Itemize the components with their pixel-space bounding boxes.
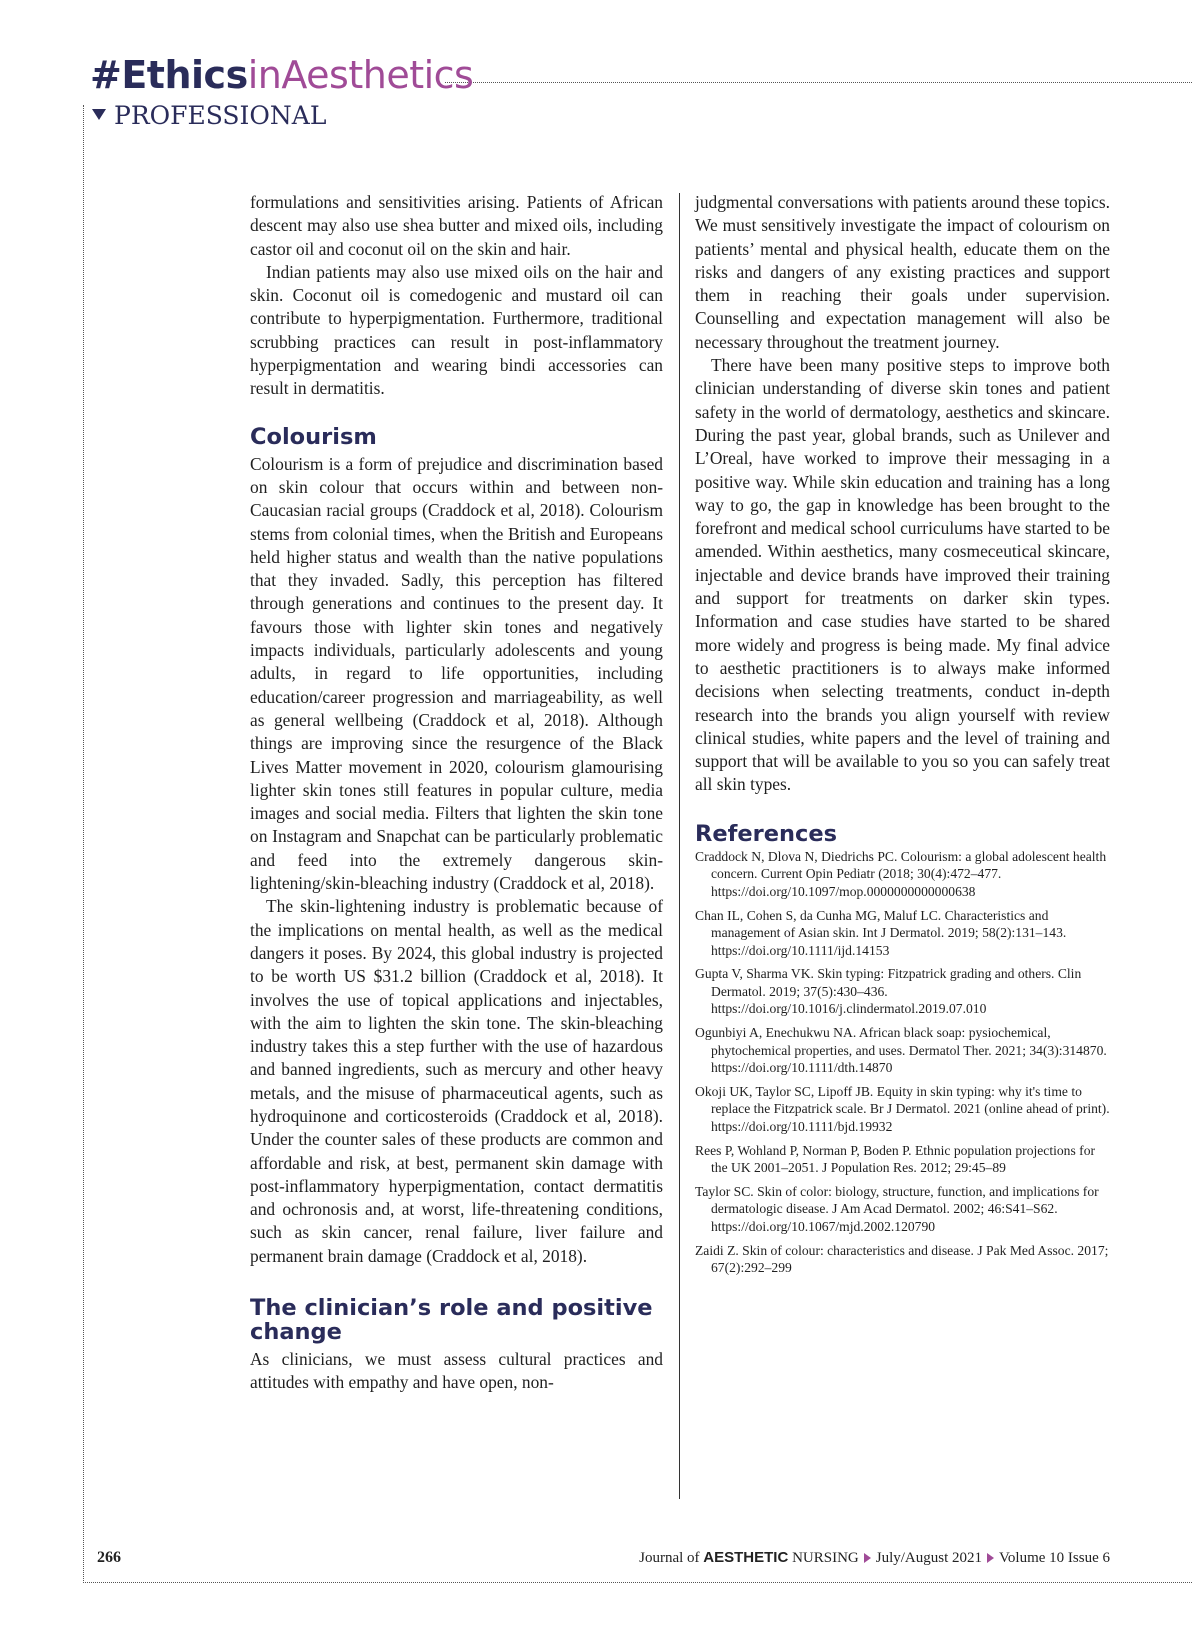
triangle-right-icon [987,1553,994,1563]
left-column [250,191,663,1395]
journal-name-suffix: NURSING [792,1550,859,1566]
brand-part-ethics: #Ethics [90,53,248,97]
clinician-heading: The clinician’s role and positive change [250,1295,653,1346]
paragraph: judgmental conversations with patients around these topics. We must sensitively investigate the impact of colourism on patients’ mental and physical health, educate them on the risks and dangers of any existing practices and support them in reaching their goals under supervision. Counselling and expectation management will also be necessary throughout the treatment journey. [695,192,1110,352]
journal-footer [639,1549,1110,1567]
section-label [92,103,326,128]
footer-rule [83,1582,1192,1583]
header-rule [445,82,1192,83]
reference-item: Zaidi Z. Skin of colour: characteristics and disease. J Pak Med Assoc. 2017; 67(2):292–299 [695,1242,1109,1276]
paragraph: The skin-lightening industry is problematic because of the implications on mental health, as well as the medical dangers it poses. By 2024, this global industry is projected to be worth US $31.2 billion (Craddock et al, 2018). It involves the use of topical applications and injectables, with the aim to lighten the skin tone. The skin-bleaching industry takes this a step further with the use of hazardous and banned ingredients, such as mercury and other heavy metals, and the misuse of pharmaceutical agents, such as hydroquinone and corticosteroids (Craddock et al, 2018). Under the counter sales of these products are common and affordable and risk, at best, permanent skin damage with post-inflammatory hyperpigmentation, contact dermatitis and ochronosis and, at worst, life-threatening conditions, such as skin cancer, renal failure, liver failure and permanent brain damage (Craddock et al, 2018). [250,896,663,1266]
references-heading: References [695,820,837,847]
reference-item: Okoji UK, Taylor SC, Lipoff JB. Equity in skin typing: why it's time to replace the Fitzpatrick scale. Br J Dermatol. 2021 (online ahead of print). https://doi.org/10.1111/bjd.19932 [695,1083,1110,1135]
triangle-down-icon [92,109,106,120]
reference-item: Gupta V, Sharma VK. Skin typing: Fitzpatrick grading and others. Clin Dermatol. 2019; 37(5):430–436. https://doi.org/10.1016/j.clindermatol.2019.07.010 [695,966,1082,1017]
reference-item: Craddock N, Dlova N, Diedrichs PC. Colourism: a global adolescent health concern. Current Opin Pediatr (2018; 30(4):472–477. https://doi.org/10.1097/mop.0000000000000638 [695,848,1107,899]
paragraph: As clinicians, we must assess cultural practices and attitudes with empathy and have open, non- [250,1349,663,1393]
reference-item: Taylor SC. Skin of color: biology, structure, function, and implications for dermatologic disease. J Am Acad Dermatol. 2002; 46:S41–S62. https://doi.org/10.1067/mjd.2002.120790 [695,1183,1099,1234]
section-label-text: PROFESSIONAL [114,101,327,130]
reference-item: Ogunbiyi A, Enechukwu NA. African black soap: pysiochemical, phytochemical properties, and uses. Dermatol Ther. 2021; 34(3):314870. https://doi.org/10.1111/dth.14870 [695,1025,1107,1076]
paragraph: Colourism is a form of prejudice and discrimination based on skin colour that occurs within and between non-Caucasian racial groups (Craddock et al, 2018). Colourism stems from colonial times, when the British and Europeans held higher status and wealth than the native populations that they invaded. Sadly, this perception has filtered through generations and continues to the present day. It favours those with lighter skin tones and negatively impacts individuals, particularly adolescents and young adults, in regard to life opportunities, including education/career progression and marriageability, as well as general wellbeing (Craddock et al, 2018). Although things are improving since the resurgence of the Black Lives Matter movement in 2020, colourism glamourising lighter skin tones still features in popular culture, media images and social media. Filters that lighten the skin tone on Instagram and Snapchat can be particularly problematic and feed into the extremely dangerous skin-lightening/skin-bleaching industry (Craddock et al, 2018). [250,453,663,894]
journal-name-bold: AESTHETIC [703,1549,789,1566]
triangle-right-icon [864,1553,871,1563]
reference-item: Chan IL, Cohen S, da Cunha MG, Maluf LC. Characteristics and management of Asian skin. Int J Dermatol. 2019; 58(2):131–143. https://doi.org/10.1111/ijd.14153 [695,907,1067,958]
left-margin-rule [83,105,84,1583]
right-column [695,191,1110,1283]
page-number: 266 [97,1549,121,1566]
brand-part-in-aesthetics: inAesthetics [247,53,474,97]
colourism-heading: Colourism [250,423,377,450]
paragraph: Indian patients may also use mixed oils on the hair and skin. Coconut oil is comedogenic and mustard oil can contribute to hyperpigmentation. Furthermore, traditional scrubbing practices can result in post-inflammatory hyperpigmentation and wearing bindi accessories can result in dermatitis. [250,261,663,399]
paragraph: formulations and sensitivities arising. Patients of African descent may also use shea butter and mixed oils, including castor oil and coconut oil on the skin and hair. [250,192,663,259]
brand-title [90,53,474,97]
references-list [695,848,1110,1277]
issue-date: July/August 2021 [875,1550,983,1566]
paragraph: There have been many positive steps to improve both clinician understanding of diverse skin tones and patient safety in the world of dermatology, aesthetics and skincare. During the past year, global brands, such as Unilever and L’Oreal, have worked to improve their messaging in a positive way. While skin education and training has a long way to go, the gap in knowledge has been brought to the forefront and medical school curriculums have started to be amended. Within aesthetics, many cosmeceutical skincare, injectable and device brands have improved their training and support for treatments on darker skin types. Information and case studies have started to be shared more widely and progress is being made. My final advice to aesthetic practitioners is to always make informed decisions when selecting treatments, conduct in-depth research into the brands you align yourself with review clinical studies, white papers and the level of training and support that will be available to you so you can safely treat all skin types. [695,355,1110,795]
journal-prefix: Journal of [639,1550,700,1566]
reference-item: Rees P, Wohland P, Norman P, Boden P. Ethnic population projections for the UK 2001–2051. J Population Res. 2012; 29:45–89 [695,1142,1096,1176]
volume-issue: Volume 10 Issue 6 [999,1550,1110,1566]
column-divider [679,193,680,1499]
